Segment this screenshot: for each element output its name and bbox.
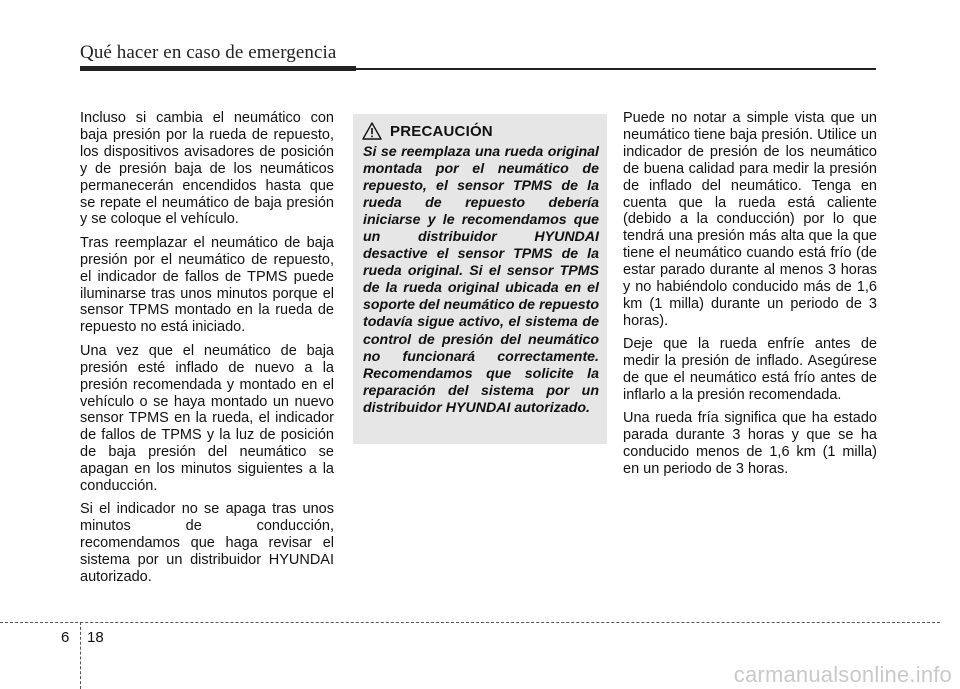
watermark: carmanualsonline.info <box>733 662 952 687</box>
left-paragraph-4: Si el indicador no se apaga tras unos minutos de conducción, recomendamos que haga revisar el sistema por un distribuidor HYUNDAI autorizado. <box>80 501 334 586</box>
right-paragraph-1: Puede no notar a simple vista que un neumático tiene baja presión. Utilice un indicador de presión de los neumático de buena calidad para medir la presión de inflado del neumático. Tenga en cuenta que la rueda está caliente (debido a la conducción) por lo que tendrá una presión más alta que la que tiene el neumático cuando está frío (de estar parado durante al menos 3 horas y no habiéndolo conducido más de 1,6 km (1 milla) durante un periodo de 3 horas). <box>623 110 877 329</box>
caution-box <box>353 114 607 444</box>
left-paragraph-2: Tras reemplazar el neumático de baja presión por el neumático de repuesto, el indicador de fallos de TPMS puede iluminarse tras unos minutos porque el sensor TPMS montado en la rueda de repuesto no está iniciado. <box>80 234 334 336</box>
right-paragraph-2: Deje que la rueda enfríe antes de medir la presión de inflado. Asegúrese de que el neumático está frío antes de inflarlo a la presión recomendada. <box>623 336 877 403</box>
caution-header <box>362 122 493 140</box>
caution-text: Si se reemplaza una rueda original montada por el neumático de repuesto, el sensor TPMS de la rueda de repuesto debería iniciarse y le recomendamos que un distribuidor HYUNDAI desactive el sensor TPMS de la rueda original. Si el sensor TPMS de la rueda original ubicada en el soporte del neumático de repuesto todavía sigue activo, el sistema de control de presión del neumático no funcionará correctamente. Recomendamos que solicite la reparación del sistema por un distribuidor HYUNDAI autorizado. <box>363 144 599 416</box>
footer-dashed-rule <box>0 622 940 623</box>
right-paragraph-3: Una rueda fría significa que ha estado parada durante 3 horas y que se ha conducido menos de 1,6 km (1 milla) en un periodo de 3 horas. <box>623 410 877 478</box>
page-header-title: Qué hacer en caso de emergencia <box>80 42 337 63</box>
header-rule-thick <box>80 66 356 71</box>
right-text-column <box>623 110 877 485</box>
left-paragraph-1: Incluso si cambia el neumático con baja presión por la rueda de repuesto, los dispositivos avisadores de posición y de presión baja de los neumáticos permanecerán encendidos hasta que se repate el neumático de baja presión y se coloque el vehículo. <box>80 110 334 228</box>
header-rule-thin <box>356 68 876 70</box>
footer-dashed-divider <box>80 622 81 689</box>
page-number: 18 <box>87 629 104 646</box>
caution-title: PRECAUCIÓN <box>390 122 493 140</box>
warning-triangle-icon <box>362 122 382 140</box>
left-text-column <box>80 110 334 592</box>
page-chapter-number: 6 <box>61 629 70 646</box>
left-paragraph-3: Una vez que el neumático de baja presión esté inflado de nuevo a la presión recomendada y montado en el vehículo o se haya montado un nuevo sensor TPMS en la rueda, el indicador de fallos de TPMS y la luz de posición de baja presión del neumático se apagan en los minutos siguientes a la conducción. <box>80 342 334 495</box>
